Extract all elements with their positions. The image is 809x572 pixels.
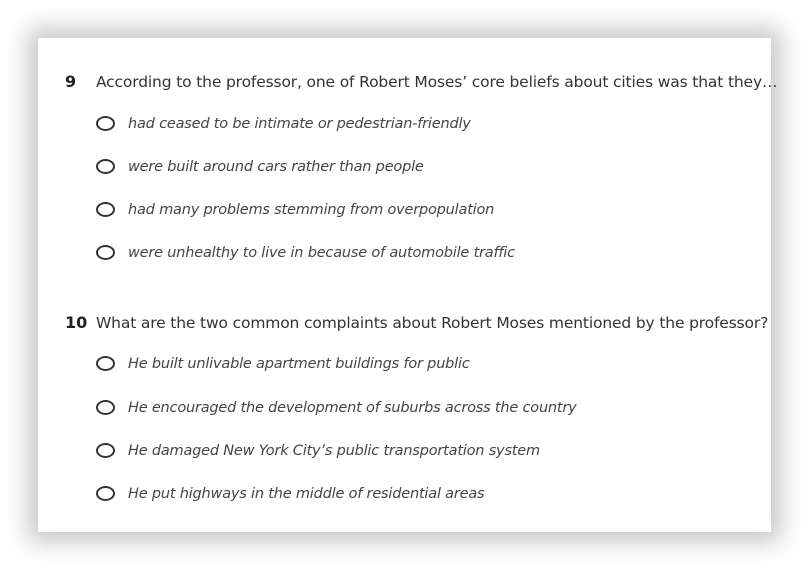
radio-button[interactable] (96, 356, 115, 371)
option-label: He encouraged the development of suburbs across the country (128, 400, 577, 416)
option-label: He damaged New York City’s public transportation system (128, 443, 540, 459)
option-label: He built unlivable apartment buildings for public (128, 356, 470, 372)
option-label: had ceased to be intimate or pedestrian-friendly (128, 116, 471, 132)
radio-button[interactable] (96, 202, 115, 217)
question-number: 10 (65, 313, 88, 332)
radio-button[interactable] (96, 400, 115, 415)
option-label: were unhealthy to live in because of automobile traffic (128, 245, 515, 261)
radio-button[interactable] (96, 443, 115, 458)
radio-button[interactable] (96, 116, 115, 131)
radio-button[interactable] (96, 486, 115, 501)
option-label: had many problems stemming from overpopulation (128, 202, 495, 218)
option-label: were built around cars rather than people (128, 159, 424, 175)
question-card (38, 38, 778, 532)
radio-button[interactable] (96, 159, 115, 174)
option-label: He put highways in the middle of residential areas (128, 486, 485, 502)
question-number: 9 (65, 72, 77, 91)
radio-button[interactable] (96, 245, 115, 260)
question-text: According to the professor, one of Robert Moses’ core beliefs about cities was that they… (96, 73, 778, 91)
question-text: What are the two common complaints about Robert Moses mentioned by the professor? (96, 314, 769, 332)
